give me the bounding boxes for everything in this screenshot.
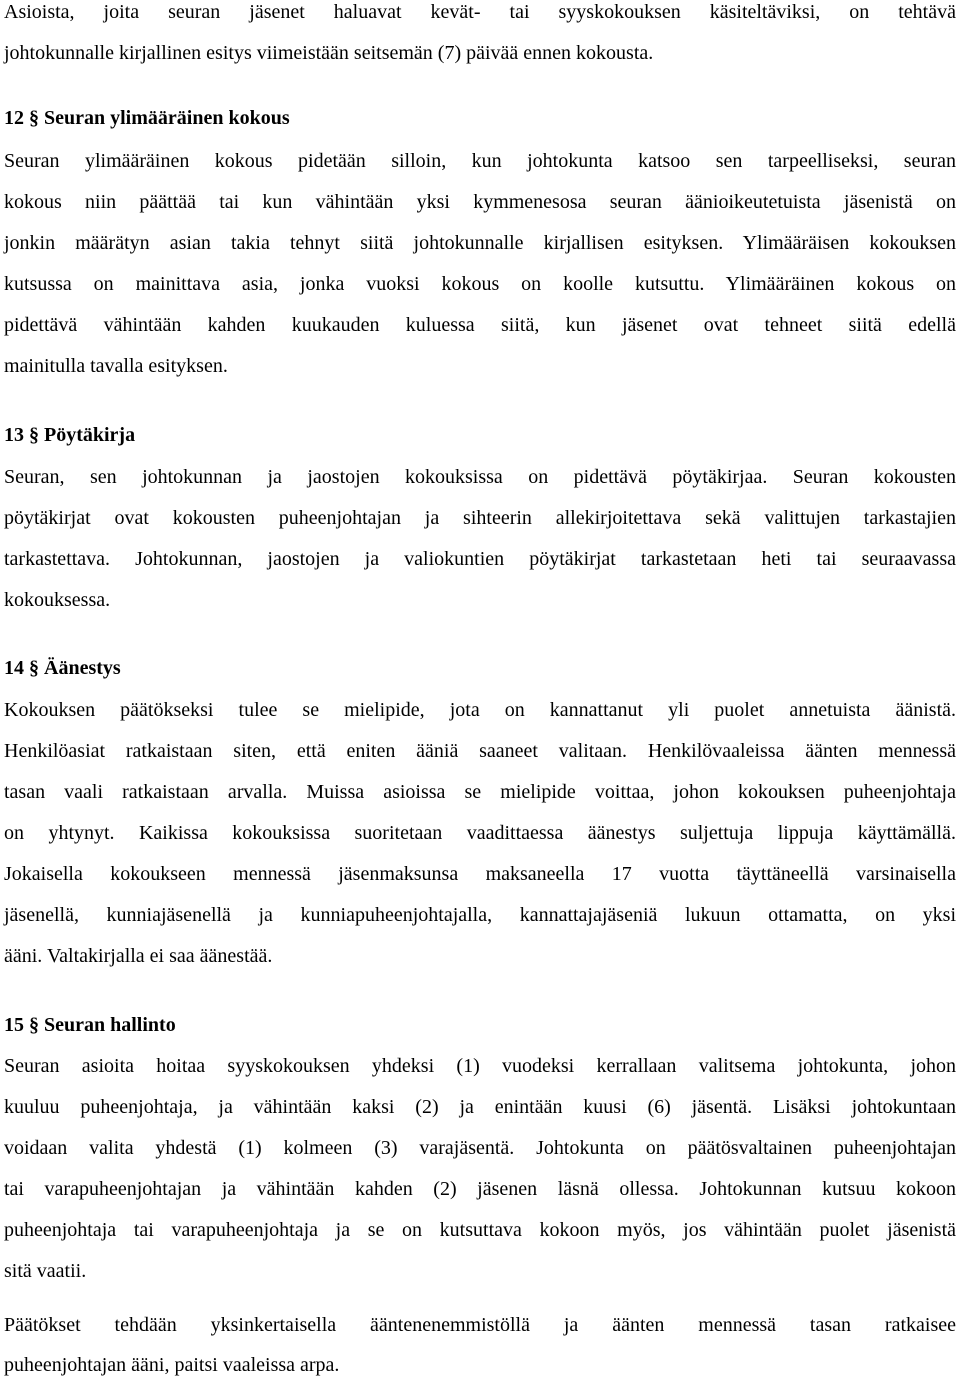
text-line: pidettävä vähintään kahden kuukauden kuluessa siitä, kun jäsenet ovat tehneet siitä edellä [4, 314, 956, 336]
text-line: puheenjohtaja tai varapuheenjohtaja ja se on kutsuttava kokoon myös, jos vähintään puolet jäsenistä [4, 1219, 956, 1241]
section-heading: 15 § Seuran hallinto [4, 1014, 176, 1036]
text-line: tarkastettava. Johtokunnan, jaostojen ja valiokuntien pöytäkirjat tarkastetaan heti tai seuraavassa [4, 548, 956, 570]
text-line: Asioista, joita seuran jäsenet haluavat kevät- tai syyskokouksen käsiteltäviksi, on tehtävä [4, 1, 956, 23]
text-line: sitä vaatii. [4, 1260, 87, 1282]
text-line: Kokouksen päätökseksi tulee se mielipide, jota on kannattanut yli puolet annetuista äänistä. [4, 699, 956, 721]
text-line: Henkilöasiat ratkaistaan siten, että eniten ääniä saaneet valitaan. Henkilövaaleissa äänten mennessä [4, 740, 956, 762]
section-heading: 12 § Seuran ylimääräinen kokous [4, 107, 290, 129]
text-line: kokous niin päättää tai kun vähintään yksi kymmenesosa seuran äänioikeutetuista jäsenistä on [4, 191, 956, 213]
text-line: ääni. Valtakirjalla ei saa äänestää. [4, 945, 273, 967]
text-line: kuuluu puheenjohtaja, ja vähintään kaksi (2) ja enintään kuusi (6) jäsentä. Lisäksi johtokuntaan [4, 1096, 956, 1118]
text-line: kutsussa on mainittava asia, jonka vuoksi kokous on koolle kutsuttu. Ylimääräinen kokous on [4, 273, 956, 295]
text-line: Seuran asioita hoitaa syyskokouksen yhdeksi (1) vuodeksi kerrallaan valitsema johtokunta, johon [4, 1055, 956, 1077]
text-line: kokouksessa. [4, 589, 111, 611]
text-line: puheenjohtajan ääni, paitsi vaaleissa arpa. [4, 1354, 340, 1376]
text-line: jonkin määrätyn asian takia tehnyt siitä johtokunnalle kirjallisen esityksen. Ylimääräisen kokouksen [4, 232, 956, 254]
text-line: tasan vaali ratkaistaan arvalla. Muissa asioissa se mielipide voittaa, johon kokouksen puheenjohtaja [4, 781, 956, 803]
text-line: jäsenellä, kunniajäsenellä ja kunniapuheenjohtajalla, kannattajajäseniä lukuun ottamatta, on yksi [4, 904, 956, 926]
text-line: johtokunnalle kirjallinen esitys viimeistään seitsemän (7) päivää ennen kokousta. [4, 42, 654, 64]
text-line: mainitulla tavalla esityksen. [4, 355, 228, 377]
section-heading: 14 § Äänestys [4, 657, 121, 679]
text-line: voidaan valita yhdestä (1) kolmeen (3) varajäsentä. Johtokunta on päätösvaltainen puheenjohtajan [4, 1137, 956, 1159]
text-line: Jokaisella kokoukseen mennessä jäsenmaksunsa maksaneella 17 vuotta täyttäneellä varsinaisella [4, 863, 956, 885]
text-line: Seuran ylimääräinen kokous pidetään silloin, kun johtokunta katsoo sen tarpeelliseksi, seuran [4, 150, 956, 172]
text-line: tai varapuheenjohtajan ja vähintään kahden (2) jäsenen läsnä ollessa. Johtokunnan kutsuu kokoon [4, 1178, 956, 1200]
text-line: Päätökset tehdään yksinkertaisella ääntenenemmistöllä ja äänten mennessä tasan ratkaisee [4, 1314, 956, 1336]
text-line: on yhtynyt. Kaikissa kokouksissa suoritetaan vaadittaessa äänestys suljettuja lippuja käyttämällä. [4, 822, 956, 844]
text-line: pöytäkirjat ovat kokousten puheenjohtajan ja sihteerin allekirjoitettava sekä valittujen tarkastajien [4, 507, 956, 529]
text-line: Seuran, sen johtokunnan ja jaostojen kokouksissa on pidettävä pöytäkirjaa. Seuran kokousten [4, 466, 956, 488]
section-heading: 13 § Pöytäkirja [4, 424, 136, 446]
